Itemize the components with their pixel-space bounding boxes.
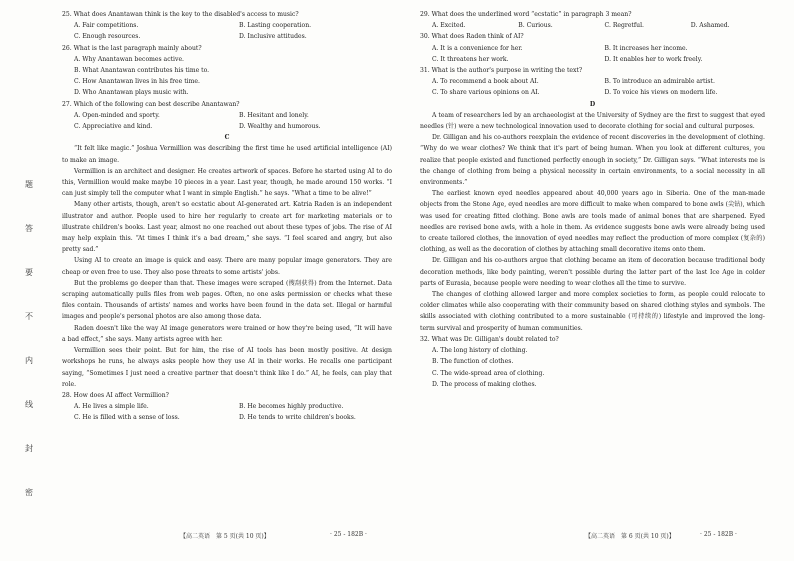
page-code: · 25 - 182B ·: [700, 531, 737, 538]
passage-paragraph: Vermillion is an architect and designer. He creates artwork of spaces. Before he started using AI to do this, Vermillion would make maybe 10 pieces in a year. Last year, though, he made around 150 works. “I can just simply tell the computer what I want in simple English.” he says. “What a time to be alive!”: [62, 167, 392, 198]
question-25: 25. What does Anantawan think is the key to the disabled's access to music?: [62, 11, 299, 18]
option: A. Why Anantawan becomes active.: [74, 55, 184, 63]
question-29: 29. What does the underlined word “ecstatic” in paragraph 3 mean?: [420, 11, 632, 18]
option: A. He lives a simple life.: [74, 403, 149, 411]
option: D. Who Anantawan plays music with.: [74, 89, 189, 97]
section-heading: C: [224, 134, 230, 142]
option: B. Curious.: [518, 22, 553, 30]
question-31: 31. What is the author's purpose in writing the text?: [420, 67, 583, 75]
left-column: [62, 9, 392, 424]
option: D. Ashamed.: [690, 22, 730, 30]
page-code: · 25 - 182B ·: [330, 531, 367, 538]
option: A. Open-minded and sporty.: [74, 111, 160, 119]
option: C. Enough resources.: [74, 33, 141, 41]
option: C. Appreciative and kind.: [74, 123, 153, 131]
binding-margin: [18, 180, 40, 532]
option: C. It threatens her work.: [432, 55, 509, 63]
question-26: 26. What is the last paragraph mainly about?: [62, 44, 202, 52]
option: B. It increases her income.: [604, 44, 688, 52]
option: C. He is filled with a sense of loss.: [74, 414, 180, 422]
binding-char: 不: [25, 312, 33, 321]
option: A. To recommend a book about AI.: [432, 78, 539, 86]
option: B. Lasting cooperation.: [239, 22, 312, 30]
question-28: 28. How does AI affect Vermillion?: [62, 391, 169, 399]
q27-options: [62, 110, 392, 132]
option: B. Hesitant and lonely.: [239, 111, 309, 119]
option: B. The function of clothes.: [432, 358, 514, 366]
option: D. Inclusive attitudes.: [239, 33, 307, 41]
option: A. Fair competitions.: [74, 22, 139, 30]
option: A. Excited.: [432, 22, 466, 30]
q30-options: [420, 43, 765, 65]
option: D. To voice his views on modern life.: [604, 89, 718, 97]
question-30: 30. What does Raden think of AI?: [420, 33, 524, 41]
option: C. To share various opinions on AI.: [432, 89, 540, 97]
passage-paragraph: A team of researchers led by an archaeologist at the University of Sydney are the first to suggest that eyed needles (针) were a new technological innovation used to decorate clothing for social and cultural purposes.: [420, 111, 765, 131]
passage-paragraph: Vermillion sees their point. But for him, the rise of AI tools has been mostly positive. At design workshops he runs, he always asks people how they use AI in their works. He recalls one participant saying, “Sometimes I just need a creative partner that doesn't think like I do.” AI, he feels, can play that role.: [62, 347, 392, 388]
passage-paragraph: But the problems go deeper than that. These images were scraped (搜刮获得) from the Internet. Data scraping automatically pulls files from web pages. Often, no one asks permission or checks what these files contain. Thousands of artists' names and works have been found in the data set. Illegal or harmful images and people's personal photos are also among those data.: [62, 279, 392, 321]
passage-paragraph: “It felt like magic.” Joshua Vermillion was describing the first time he used artificial intelligence (AI) to make an image.: [62, 145, 392, 164]
q25-options: [62, 20, 392, 42]
binding-char: 封: [25, 444, 33, 453]
binding-char: 线: [25, 400, 33, 409]
page-footer: 【高二英语 第 5 页(共 10 页)】: [180, 533, 270, 540]
q28-options: [62, 401, 392, 423]
option: A. The long history of clothing.: [432, 347, 528, 355]
right-column: [420, 9, 765, 390]
binding-char: 题: [25, 180, 33, 189]
page-footer: 【高二英语 第 6 页(共 10 页)】: [585, 533, 675, 540]
passage-paragraph: The earliest known eyed needles appeared about 40,000 years ago in Siberia. One of the man-made objects from the Stone Age, eyed needles are more difficult to make when compared to bone awls (尖钻), which was used for creating fitted clothing. Bone awls are tools made of animal bones that are sharpened. Eyed needles are revised bone awls, with a hole in them. As evidence suggests bone awls were already being used to create tailored clothes, the innovation of eyed needles may reflect the production of more complex (复杂的) clothing, as well as the decoration of clothes by attaching small decorative items onto them.: [420, 190, 765, 254]
option: D. He tends to write children's books.: [239, 414, 356, 422]
question-32: 32. What was Dr. Gilligan's doubt related to?: [420, 335, 559, 343]
option: B. What Anantawan contributes his time to.: [74, 67, 210, 75]
binding-char: 要: [25, 268, 33, 277]
section-heading: D: [589, 100, 596, 108]
binding-char: 答: [25, 224, 33, 233]
option: D. It enables her to work freely.: [604, 55, 703, 63]
option: A. It is a convenience for her.: [432, 44, 523, 52]
passage-paragraph: Dr. Gilligan and his co-authors argue that clothing became an item of decoration because traditional body decoration methods, like body painting, weren't possible during the latter part of the last Ice Age in colder parts of Eurasia, because people were needing to wear clothes all the time to survive.: [420, 257, 765, 287]
binding-char: 密: [25, 488, 33, 497]
passage-paragraph: The changes of clothing allowed larger and more complex societies to form, as people could relocate to colder climates while also cooperating with their community based on shared clothing styles and symbols. The skills associated with clothing contributed to a more sustainable (可持续的) lifestyle and improved the long-term survival and prosperity of human communities.: [420, 291, 765, 332]
option: B. To introduce an admirable artist.: [604, 78, 715, 86]
passage-paragraph: Many other artists, though, aren't so ecstatic about AI-generated art. Katria Raden is an independent illustrator and author. People used to hire her regularly to create art for marketing materials or to illustrate children's books. Last year, almost no one reached out about these types of jobs. The rise of AI may help explain this. “At times I think it's a bad dream,” she says. “I feel scared and angry, but also pretty sad.”: [62, 201, 392, 254]
option: D. Wealthy and humorous.: [239, 123, 321, 131]
option: D. The process of making clothes.: [432, 380, 537, 388]
option: C. Regretful.: [604, 22, 644, 30]
option: B. He becomes highly productive.: [239, 403, 344, 411]
passage-paragraph: Raden doesn't like the way AI image generators were trained or how they're being used, “It will have a bad effect,” she says. Many artists agree with her.: [62, 324, 392, 343]
option: C. The wide-spread area of clothing.: [432, 369, 545, 377]
q31-options: [420, 76, 765, 98]
passage-paragraph: Using AI to create an image is quick and easy. There are many popular image generators. They are cheap or even free to use. They also pose threats to some artists' jobs.: [62, 257, 392, 276]
passage-paragraph: Dr. Gilligan and his co-authors reexplain the evidence of recent discoveries in the development of clothing. “Why do we wear clothes? We think that it's part of being human. When you look at different cultures, you realize that people existed and functioned perfectly enough in society,” Dr. Gilligan says. “What interests me is the change of clothing from being a physical necessity in certain environments, to a social necessity in all environments.”: [420, 134, 765, 187]
question-27: 27. Which of the following can best describe Anantawan?: [62, 100, 240, 108]
option: C. How Anantawan lives in his free time.: [74, 78, 200, 86]
binding-char: 内: [25, 356, 33, 365]
q29-options: [420, 20, 765, 31]
